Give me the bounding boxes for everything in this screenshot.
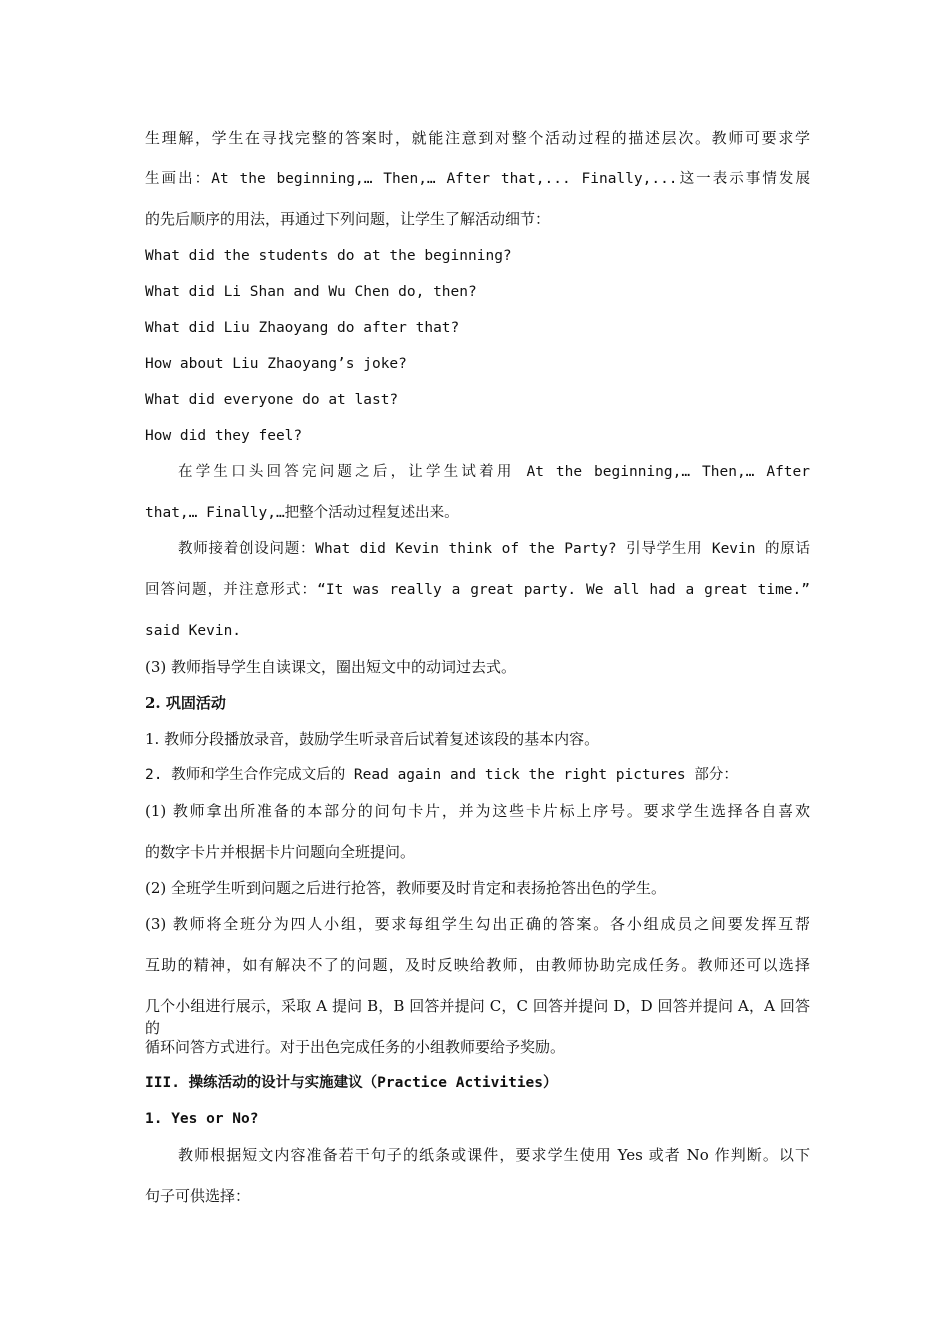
paragraph-line: (2) 全班学生听到问题之后进行抢答，教师要及时肯定和表扬抢答出色的学生。 xyxy=(145,879,667,897)
paragraph-line: 的数字卡片并根据卡片问题向全班提问。 xyxy=(145,843,416,861)
paragraph-line: 生画出：At the beginning,… Then,… After that,... Finally,...这一表示事情发展 xyxy=(145,171,810,187)
paragraph-line: 互助的精神，如有解决不了的问题，及时反映给教师，由教师协助完成任务。教师还可以选择 xyxy=(145,956,810,974)
subsection-heading: 1. Yes or No? xyxy=(145,1111,259,1127)
paragraph-line: 的先后顺序的用法，再通过下列问题，让学生了解活动细节： xyxy=(145,210,551,228)
question-line: What did Liu Zhaoyang do after that? xyxy=(145,320,460,336)
paragraph-line: 回答问题，并注意形式：“It was really a great party. We all had a great time.” xyxy=(145,582,810,598)
paragraph-line: 生理解，学生在寻找完整的答案时，就能注意到对整个活动过程的描述层次。教师可要求学 xyxy=(145,129,810,147)
paragraph-line: 教师根据短文内容准备若干句子的纸条或课件，要求学生使用 Yes 或者 No 作判断。以下 xyxy=(178,1146,810,1164)
question-line: What did everyone do at last? xyxy=(145,392,399,408)
paragraph-line: (3) 教师指导学生自读课文，圈出短文中的动词过去式。 xyxy=(145,658,517,676)
section-heading: III. 操练活动的设计与实施建议（Practice Activities） xyxy=(145,1075,558,1091)
section-heading: 2. 巩固活动 xyxy=(145,694,226,712)
question-line: How about Liu Zhaoyang’s joke? xyxy=(145,356,407,372)
question-line: How did they feel? xyxy=(145,428,303,444)
question-line: What did Li Shan and Wu Chen do, then? xyxy=(145,284,477,300)
paragraph-line: (3) 教师将全班分为四人小组，要求每组学生勾出正确的答案。各小组成员之间要发挥互帮 xyxy=(145,915,810,933)
paragraph-line: that,… Finally,…把整个活动过程复述出来。 xyxy=(145,505,459,521)
paragraph-line: 2. 教师和学生合作完成文后的 Read again and tick the right pictures 部分： xyxy=(145,767,738,783)
paragraph-line: 几个小组进行展示，采取 A 提问 B，B 回答并提问 C，C 回答并提问 D，D 回答并提问 A，A 回答的 xyxy=(145,997,810,1037)
paragraph-line: 在学生口头回答完问题之后，让学生试着用 At the beginning,… Then,… After xyxy=(178,464,810,480)
question-line: What did the students do at the beginning? xyxy=(145,248,512,264)
paragraph-line: 句子可供选择： xyxy=(145,1187,251,1205)
paragraph-line: 教师接着创设问题：What did Kevin think of the Party? 引导学生用 Kevin 的原话 xyxy=(178,541,810,557)
paragraph-line: 循环问答方式进行。对于出色完成任务的小组教师要给予奖励。 xyxy=(145,1038,566,1056)
paragraph-line: 1. 教师分段播放录音，鼓励学生听录音后试着复述该段的基本内容。 xyxy=(145,730,600,748)
paragraph-line: (1) 教师拿出所准备的本部分的问句卡片，并为这些卡片标上序号。要求学生选择各自喜欢 xyxy=(145,802,810,820)
paragraph-line: said Kevin. xyxy=(145,623,242,639)
